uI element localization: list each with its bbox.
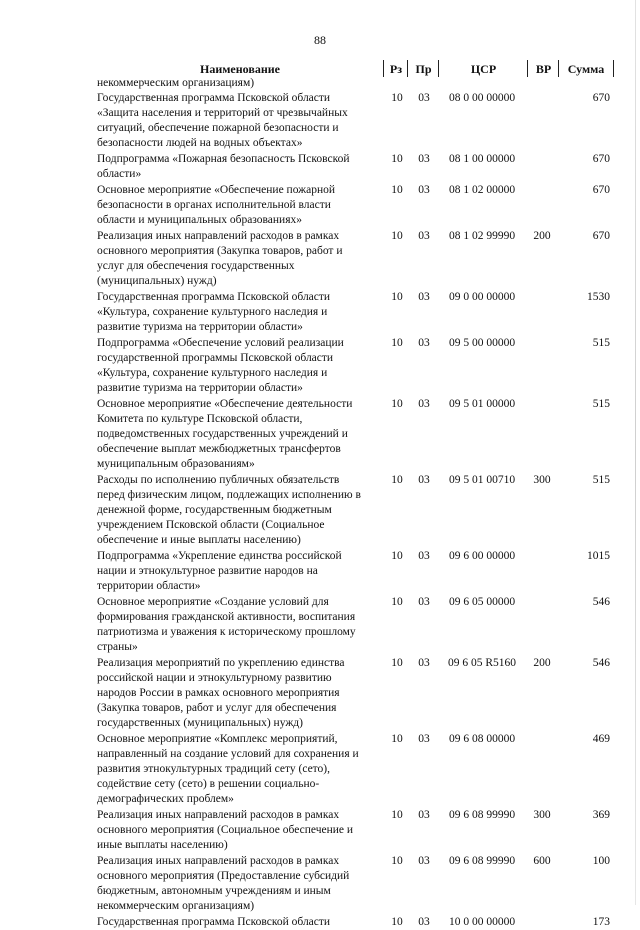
row-rz: 10 <box>391 398 403 410</box>
row-name-line: Основное мероприятие «Комплекс мероприятий, <box>97 733 338 745</box>
row-csr: 08 1 02 99990 <box>448 230 516 242</box>
header-name: Наименование <box>200 62 280 76</box>
row-name-line: области» <box>97 168 142 180</box>
row-rz: 10 <box>391 153 403 165</box>
row-name-line: Основное мероприятие «Обеспечение деятельности <box>97 398 353 410</box>
row-sum: 469 <box>592 733 610 745</box>
row-name <box>97 473 372 548</box>
row-rz: 10 <box>391 184 403 196</box>
row-name-line: содействие сету (сето) в решении социально- <box>97 778 320 790</box>
row-pr: 03 <box>418 916 430 928</box>
row-name-line: (муниципальных) нужд) <box>97 275 217 287</box>
row-pr: 03 <box>418 337 430 349</box>
row-name-line: Государственная программа Псковской области <box>97 291 331 303</box>
row-name-line: Реализация иных направлений расходов в рамках <box>97 855 340 867</box>
row-name-line: государственных (муниципальных) нужд) <box>97 717 303 729</box>
row-csr: 08 0 00 00000 <box>448 92 516 104</box>
row-pr: 03 <box>418 809 430 821</box>
row-sum: 670 <box>592 92 610 104</box>
row-name-line: денежной форме, государственным бюджетным <box>97 504 332 516</box>
row-csr: 09 6 08 00000 <box>448 733 516 745</box>
row-sum: 173 <box>592 916 610 928</box>
row-pr: 03 <box>418 855 430 867</box>
row-name <box>97 656 372 731</box>
row-sum: 670 <box>592 184 610 196</box>
header-sum: Сумма <box>558 60 614 77</box>
row-name-line: народов России в рамках основного мероприятия <box>97 687 340 699</box>
row-name <box>97 290 372 335</box>
row-name-line: некоммерческим организациям) <box>97 77 255 89</box>
row-vr: 200 <box>533 230 551 242</box>
row-csr: 09 5 01 00710 <box>448 474 516 486</box>
row-rz: 10 <box>391 337 403 349</box>
row-name-line: формирования гражданской активности, воспитания <box>97 611 356 623</box>
row-csr: 08 1 02 00000 <box>448 184 516 196</box>
header-rz: Рз <box>383 60 408 77</box>
row-sum: 670 <box>592 230 610 242</box>
row-name <box>97 808 372 853</box>
row-rz: 10 <box>391 855 403 867</box>
row-name-line: нации и этнокультурное развитие народов на <box>97 565 318 577</box>
row-name-line: Основное мероприятие «Создание условий для <box>97 596 329 608</box>
row-pr: 03 <box>418 184 430 196</box>
row-name-line: (Закупка товаров, работ и услуг для обеспечения <box>97 702 337 714</box>
row-name-line: безопасности в органах исполнительной власти <box>97 199 331 211</box>
row-pr: 03 <box>418 398 430 410</box>
header-vr: ВР <box>527 60 559 77</box>
page-edge <box>635 0 636 905</box>
row-name-line: основного мероприятия (Социальное обеспечение и <box>97 824 354 836</box>
row-name-line: Реализация иных направлений расходов в рамках <box>97 809 340 821</box>
row-name <box>97 595 372 655</box>
row-name-line: муниципальным образованиям» <box>97 458 255 470</box>
row-rz: 10 <box>391 733 403 745</box>
row-name-line: Расходы по исполнению публичных обязательств <box>97 474 340 486</box>
row-name <box>97 915 372 930</box>
row-sum: 515 <box>592 398 610 410</box>
row-name-line: основного мероприятия (Предоставление субсидий <box>97 870 350 882</box>
row-name-line: Реализация иных направлений расходов в рамках <box>97 230 340 242</box>
row-name-line: бюджетным, автономным учреждениям и иным <box>97 885 331 897</box>
row-csr: 09 6 08 99990 <box>448 855 516 867</box>
row-pr: 03 <box>418 657 430 669</box>
row-name <box>97 732 372 807</box>
row-name-line: Реализация мероприятий по укреплению единства <box>97 657 345 669</box>
row-name-line: развитие туризма на территории области» <box>97 382 303 394</box>
row-name <box>97 549 372 594</box>
row-pr: 03 <box>418 474 430 486</box>
row-rz: 10 <box>391 92 403 104</box>
row-sum: 1530 <box>587 291 610 303</box>
row-vr: 300 <box>533 809 551 821</box>
row-name <box>97 91 372 151</box>
row-name <box>97 183 372 228</box>
row-name-line: Государственная программа Псковской области <box>97 916 331 928</box>
row-name-line: развития этнокультурных традиций сету (сето), <box>97 763 331 775</box>
row-name-line: учреждением Псковской области (Социальное <box>97 519 325 531</box>
row-name-line: услуг для обеспечения государственных <box>97 260 295 272</box>
row-sum: 515 <box>592 337 610 349</box>
page-number: 88 <box>314 33 326 47</box>
row-rz: 10 <box>391 291 403 303</box>
row-name-line: Комитета по культуре Псковской области, <box>97 413 303 425</box>
row-csr: 09 5 00 00000 <box>448 337 516 349</box>
row-name-line: «Культура, сохранение культурного наследия и <box>97 306 328 318</box>
row-name-line: территории области» <box>97 580 201 592</box>
row-name-line: развитие туризма на территории области» <box>97 321 303 333</box>
header-csr: ЦСР <box>438 60 528 77</box>
row-name-line: российской нации и этнокультурному развитию <box>97 672 332 684</box>
row-name-line: подведомственных государственных учреждений и <box>97 428 348 440</box>
row-name-line: иные выплаты населению) <box>97 839 228 851</box>
row-pr: 03 <box>418 550 430 562</box>
row-name-line: «Культура, сохранение культурного наследия и <box>97 367 328 379</box>
row-sum: 546 <box>592 657 610 669</box>
row-name-line: Подпрограмма «Пожарная безопасность Псковской <box>97 153 350 165</box>
header-pr: Пр <box>407 60 439 77</box>
row-rz: 10 <box>391 474 403 486</box>
row-name-line: патриотизма и уважения к историческому прошлому <box>97 626 356 638</box>
row-name-line: обеспечение и иные выплаты населению) <box>97 534 301 546</box>
row-sum: 369 <box>592 809 610 821</box>
row-name <box>97 397 372 472</box>
row-name-line: Подпрограмма «Обеспечение условий реализации <box>97 337 344 349</box>
row-name-line: ситуаций, обеспечение пожарной безопасности и <box>97 122 339 134</box>
row-pr: 03 <box>418 230 430 242</box>
row-vr: 200 <box>533 657 551 669</box>
row-name-line: направленный на создание условий для сохранения и <box>97 748 359 760</box>
row-name-line: государственной программы Псковской области <box>97 352 334 364</box>
row-csr: 09 6 00 00000 <box>448 550 516 562</box>
row-rz: 10 <box>391 809 403 821</box>
row-rz: 10 <box>391 596 403 608</box>
row-csr: 09 6 05 R5160 <box>447 657 517 669</box>
row-rz: 10 <box>391 550 403 562</box>
row-name-line: некоммерческим организациям) <box>97 900 255 912</box>
row-name <box>97 854 372 914</box>
row-pr: 03 <box>418 92 430 104</box>
row-name-line: Основное мероприятие «Обеспечение пожарной <box>97 184 336 196</box>
row-name-line: страны» <box>97 641 138 653</box>
row-name-line: безопасности людей на водных объектах» <box>97 137 303 149</box>
row-csr: 09 6 08 99990 <box>448 809 516 821</box>
row-name-line: демографических проблем» <box>97 793 234 805</box>
row-vr: 600 <box>533 855 551 867</box>
row-vr: 300 <box>533 474 551 486</box>
row-name <box>97 152 372 182</box>
row-csr: 09 0 00 00000 <box>448 291 516 303</box>
row-name-line: «Защита населения и территорий от чрезвычайных <box>97 107 348 119</box>
row-name-line: области и муниципальных образованиях» <box>97 214 303 226</box>
row-name-line: Подпрограмма «Укрепление единства российской <box>97 550 342 562</box>
row-csr: 09 5 01 00000 <box>448 398 516 410</box>
row-name <box>97 336 372 396</box>
row-sum: 100 <box>592 855 610 867</box>
row-pr: 03 <box>418 596 430 608</box>
row-sum: 670 <box>592 153 610 165</box>
row-csr: 08 1 00 00000 <box>448 153 516 165</box>
row-name-line: Государственная программа Псковской области <box>97 92 331 104</box>
row-rz: 10 <box>391 657 403 669</box>
row-rz: 10 <box>391 230 403 242</box>
row-csr: 09 6 05 00000 <box>448 596 516 608</box>
row-name-line: обеспечение выплат межбюджетных трансфертов <box>97 443 341 455</box>
row-name-line: перед физическим лицом, подлежащих исполнению в <box>97 489 361 501</box>
row-pr: 03 <box>418 291 430 303</box>
row-csr: 10 0 00 00000 <box>448 916 516 928</box>
row-rz: 10 <box>391 916 403 928</box>
row-name-line: основного мероприятия (Закупка товаров, работ и <box>97 245 343 257</box>
row-sum: 1015 <box>587 550 610 562</box>
row-name <box>97 229 372 289</box>
row-sum: 546 <box>592 596 610 608</box>
row-sum: 515 <box>592 474 610 486</box>
row-pr: 03 <box>418 733 430 745</box>
row-name <box>97 76 372 91</box>
row-pr: 03 <box>418 153 430 165</box>
